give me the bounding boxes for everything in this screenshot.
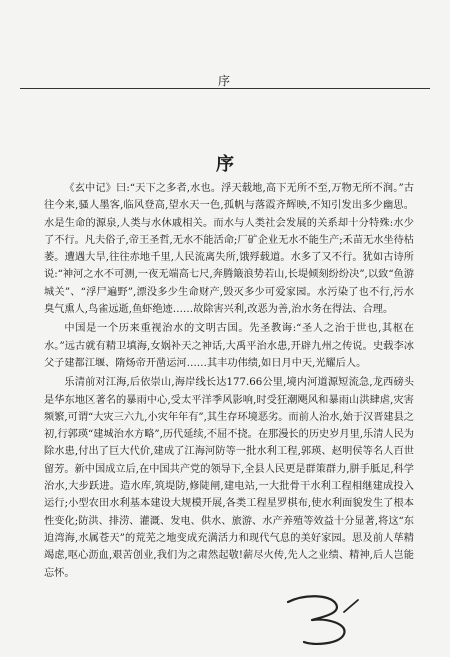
- header-divider: [20, 88, 430, 89]
- body-text: [44, 180, 414, 582]
- running-header: 序: [217, 74, 232, 88]
- page-title: 序: [216, 154, 234, 175]
- handwritten-page-number: [284, 592, 364, 648]
- paragraph: 乐清前对江海,后依崇山,海岸线长达177.66公里,境内河道源短流急,龙西磅头是华东地区著名的暴雨中心,受太平洋季风影响,时受狂潮飓风和暴雨山洪肆虐,灾害频繁,可谓“大灾三六九,小灾年年有”,其生存环境恶劣。而前人治水,始于汉晋建县之初,行郭瑛“建城治水方略”,历代延续,不屈不挠。在那漫长的历史岁月里,乐清人民为除水患,付出了巨大代价,建成了江海河防等一批水利工程,郭瑛、赵明侯等名人百世留芳。新中国成立后,在中国共产党的领导下,全县人民更是群策群力,胼手胝足,科学治水,大步跃进。造水库,筑堤防,修陡闸,建电站,一大批骨干水利工程相继建成投入运行;小型农田水利基本建设大规模开展,各类工程星罗棋布,使水利面貌发生了根本性变化;防洪、排涝、灌溉、发电、供水、旅游、水产养殖等效益十分显著,将这“东迫湾海,水属苍天”的荒芜之地变成充满活力和现代气息的美好家园。思及前人荜精竭虑,呕心沥血,艰苦创业,我们为之肃然起敬!薪尽火传,先人之业绩、精神,后人岂能忘怀。: [44, 377, 414, 579]
- paragraph: 中国是一个历来重视治水的文明古国。先圣教诲:“圣人之治于世也,其枢在水。”远古就有精卫填海,女娲补天之神话,大禹平治水患,开辟九州之传说。史载李冰父子建都江堰、隋炀帝开凿运河……其丰功伟绩,如日月中天,光耀后人。: [44, 323, 414, 369]
- paragraph: 《玄中记》曰:“天下之多者,水也。浮天载地,高下无所不至,万物无所不润。”古往今来,骚人墨客,临风登高,望水天一色,孤帆与落霞齐辉映,不知引发出多少幽思。水是生命的源泉,人类与水休戚相关。而水与人类社会发展的关系却十分特殊:水少了不行。凡夫俗子,帝王圣哲,无水不能活命;厂矿企业无水不能生产;禾苗无水坐待枯萎。遭遇大旱,往往赤地千里,人民流离失所,饿殍载道。水多了又不行。犹如古诗所说:“神河之水不可测,一夜无端高七尺,奔腾簸浪势若山,长堤倾刻纷纷决”,以致“鱼游城关”、“浮尸遍野”,漂没多少生命财产,毁灭多少可爱家园。水污染了也不行,污水臭气熏人,鸟雀远逝,鱼虾绝迹……故除害兴利,改恶为善,治水务在得法、合理。: [44, 183, 414, 316]
